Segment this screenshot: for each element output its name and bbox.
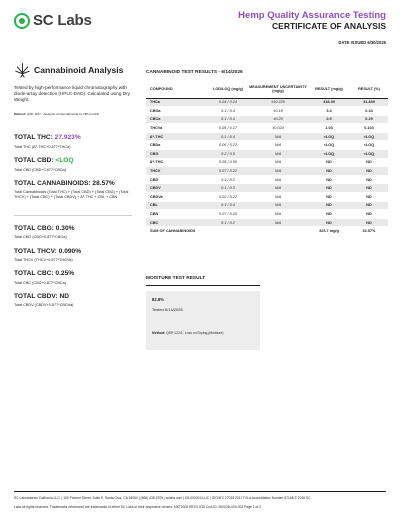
cell-result-mg: 2.9 — [308, 115, 350, 124]
cell-lod: 0.06 / 0.22 — [208, 141, 248, 150]
cannabis-leaf-icon — [14, 61, 31, 78]
cell-result-pct: 0.34 — [350, 107, 388, 116]
col-uncertainty: MEASUREMENT UNCERTAINTY (mg/g) — [248, 81, 308, 98]
cell-result-pct: ND — [350, 201, 388, 210]
cell-lod: 0.1 / 0.2 — [208, 218, 248, 227]
method-text: QSP 1157 - Analysis of Cannabinoids by HPLC-DAD — [26, 112, 100, 116]
cell-lod: 0.04 / 0.24 — [208, 98, 248, 107]
cell-uncertainty: N/A — [248, 210, 308, 219]
table-row — [146, 201, 388, 210]
moisture-value: 82.8% — [152, 297, 164, 302]
total-cbdv — [14, 293, 69, 300]
table-row — [146, 210, 388, 219]
cell-result-mg: ND — [308, 218, 350, 227]
total-thc-label: TOTAL THC: — [14, 134, 53, 141]
table-row — [146, 115, 388, 124]
table-row — [146, 132, 388, 141]
total-cbd-value: <LOQ — [55, 157, 74, 164]
moisture-date: Tested 6/14/2026 — [152, 307, 183, 312]
moisture-box — [146, 291, 260, 350]
total-cbg — [14, 225, 74, 232]
cell-compound: ∆⁸-THC — [146, 158, 208, 167]
total-cbd-formula: Total CBD (CBD+0.877*CBDa) — [14, 168, 67, 172]
moisture-method-label: Method: — [152, 331, 166, 335]
cell-lod: 0.1 / 0.4 — [208, 115, 248, 124]
sum-pct: 32.57% — [350, 227, 388, 236]
sum-result: 325.7 mg/g — [308, 227, 350, 236]
date-issued: DATE ISSUED 6/30/2026 — [338, 40, 386, 45]
cell-lod: 0.1 / 0.4 — [208, 107, 248, 116]
total-cannabinoids-label: TOTAL CANNABINOIDS: — [14, 180, 91, 187]
sum-row — [146, 227, 388, 236]
analysis-description: Tested by high-performance liquid chromatography with diode-array detection (HPLC-DAD). Calculated using Dry Weight. — [14, 85, 130, 102]
total-thcv-label: TOTAL THCV: — [14, 248, 57, 255]
cell-result-pct: 31.839 — [350, 98, 388, 107]
cell-compound: CBGa — [146, 107, 208, 116]
table-row — [146, 141, 388, 150]
cell-result-mg: ND — [308, 210, 350, 219]
sum-label: SUM OF CANNABINOIDS — [146, 227, 308, 236]
total-cbdv-value: ND — [59, 293, 69, 300]
results-body — [146, 98, 388, 227]
report-subtitle: CERTIFICATE OF ANALYSIS — [272, 21, 386, 31]
total-thcv — [14, 248, 81, 255]
table-row — [146, 98, 388, 107]
cell-uncertainty: ±0.20 — [248, 115, 308, 124]
cell-lod: 0.1 / 0.4 — [208, 132, 248, 141]
cell-result-pct: ND — [350, 158, 388, 167]
col-compound: COMPOUND — [146, 81, 208, 98]
cell-result-mg: <LOQ — [308, 132, 350, 141]
analysis-method — [14, 112, 99, 116]
method-label: Method: — [14, 112, 27, 116]
results-table — [146, 81, 388, 236]
total-cbdv-formula: Total CBDV (CBDV+0.877*CBDVa) — [14, 303, 74, 307]
sc-labs-logo-icon — [14, 13, 30, 29]
cell-uncertainty: N/A — [248, 218, 308, 227]
cell-result-mg: 1.03 — [308, 124, 350, 133]
cell-compound: ∆⁹-THC — [146, 132, 208, 141]
cell-compound: CBDa — [146, 141, 208, 150]
total-thc — [14, 134, 81, 141]
cell-uncertainty: N/A — [248, 167, 308, 176]
cell-compound: CBC — [146, 218, 208, 227]
total-cbdv-label: TOTAL CBDV: — [14, 293, 58, 300]
cell-uncertainty: ±0.18 — [248, 107, 308, 116]
table-row — [146, 107, 388, 116]
cell-result-mg: 3.4 — [308, 107, 350, 116]
divider — [14, 215, 132, 216]
cell-result-pct: <LOQ — [350, 141, 388, 150]
total-thcv-value: 0.090% — [58, 248, 82, 255]
cell-result-pct: <LOQ — [350, 150, 388, 159]
cell-result-pct: 0.103 — [350, 124, 388, 133]
total-cbc-formula: Total CBC (CBC+0.877*CBCa) — [14, 281, 67, 285]
col-lod: LOD/LOQ (mg/g) — [208, 81, 248, 98]
cell-lod: 0.05 / 0.17 — [208, 124, 248, 133]
cell-lod: 0.1 / 0.3 — [208, 184, 248, 193]
cell-lod: 0.1 / 0.2 — [208, 175, 248, 184]
moisture-divider — [146, 285, 260, 286]
footer-line-1: SC Laboratories California LLC. | 100 Pioneer Street, Suite E, Santa Cruz, CA 95060 | (866) 435-0709 | sclabs.com | C8-0000013-LIC | ISO/IEC 17025:2017 PJLA Accreditation Number 87168 © 2026 SC — [14, 496, 311, 500]
cell-uncertainty: N/A — [248, 193, 308, 202]
total-cbg-label: TOTAL CBG: — [14, 225, 54, 232]
cell-result-pct: ND — [350, 218, 388, 227]
cell-lod: 0.07 / 0.21 — [208, 167, 248, 176]
cell-uncertainty: N/A — [248, 201, 308, 210]
cell-lod: 0.1 / 0.4 — [208, 201, 248, 210]
total-cbc-value: 0.25% — [55, 270, 75, 277]
section-title: Cannabinoid Analysis — [34, 65, 124, 75]
total-cannabinoids-value: 28.57% — [92, 180, 115, 187]
table-row — [146, 167, 388, 176]
cell-result-pct: ND — [350, 175, 388, 184]
cell-compound: CBDV — [146, 184, 208, 193]
cell-compound: THCV — [146, 167, 208, 176]
cell-lod: 0.05 / 0.50 — [208, 158, 248, 167]
total-cannabinoids — [14, 180, 115, 187]
cell-compound: CBD — [146, 175, 208, 184]
total-cbc-label: TOTAL CBC: — [14, 270, 54, 277]
table-row — [146, 150, 388, 159]
total-thcv-formula: Total THCV (THCV+0.877*THCVa) — [14, 258, 73, 262]
cell-result-mg: ND — [308, 184, 350, 193]
cell-uncertainty: N/A — [248, 132, 308, 141]
cell-result-mg: ND — [308, 175, 350, 184]
total-cbg-formula: Total CBG (CBG+0.877*CBGa) — [14, 235, 67, 239]
total-cbd-label: TOTAL CBD: — [14, 157, 54, 164]
table-row — [146, 218, 388, 227]
table-row — [146, 175, 388, 184]
logo-text: SC Labs — [33, 12, 92, 29]
cell-uncertainty: N/A — [248, 141, 308, 150]
cell-lod: 0.2 / 0.5 — [208, 150, 248, 159]
total-thc-formula: Total THC (∆⁹-THC+0.877*THCa) — [14, 145, 71, 149]
cell-lod: 0.02 / 0.22 — [208, 193, 248, 202]
table-row — [146, 184, 388, 193]
cell-uncertainty: N/A — [248, 150, 308, 159]
moisture-method-text: QSP 1224 - Loss on Drying (Moisture) — [166, 331, 224, 335]
table-row — [146, 193, 388, 202]
moisture-method — [152, 331, 252, 336]
cell-result-pct: 0.29 — [350, 115, 388, 124]
table-row — [146, 124, 388, 133]
cell-result-mg: ND — [308, 193, 350, 202]
table-header-row — [146, 81, 388, 98]
cell-result-mg: ND — [308, 201, 350, 210]
total-cbc — [14, 270, 74, 277]
sc-labs-logo — [14, 12, 92, 29]
cell-result-pct: ND — [350, 210, 388, 219]
cell-uncertainty: ±10.220 — [248, 98, 308, 107]
cell-compound: CBG — [146, 150, 208, 159]
total-cannabinoids-formula: Total Cannabinoids (Total THC) + (Total CBD) + (Total CBG) + (Total THCV) + (Total CBC) + (Total CBDV) + ∆⁸-THC + CBL + CBN — [14, 190, 129, 199]
report-title: Hemp Quality Assurance Testing — [238, 10, 386, 21]
cell-result-pct: <LOQ — [350, 132, 388, 141]
col-result-pct: RESULT (%) — [350, 81, 388, 98]
footer-line-2: Labs all rights reserved. Trademarks referenced are trademarks of either SC Labs or their respective owners. MKT0002 REV3 2/20 CoA ID: 250224L009-002 Page 2 of 2 — [14, 505, 262, 509]
results-title: CANNABINOID TEST RESULTS - 6/14/2026 — [146, 70, 243, 75]
cell-compound: THCVa — [146, 124, 208, 133]
cell-result-pct: ND — [350, 193, 388, 202]
cell-result-mg: ND — [308, 158, 350, 167]
table-row — [146, 158, 388, 167]
cell-compound: CBN — [146, 210, 208, 219]
total-thc-value: 27.923% — [54, 134, 81, 141]
cell-uncertainty: N/A — [248, 175, 308, 184]
cell-lod: 0.07 / 0.20 — [208, 210, 248, 219]
footer-divider — [14, 491, 386, 492]
cell-compound: THCa — [146, 98, 208, 107]
cell-uncertainty: N/A — [248, 158, 308, 167]
col-result-mg: RESULT (mg/g) — [308, 81, 350, 98]
total-cbg-value: 0.30% — [55, 225, 75, 232]
cell-result-mg: <LOQ — [308, 141, 350, 150]
cell-uncertainty: N/A — [248, 184, 308, 193]
cell-compound: CBCa — [146, 115, 208, 124]
moisture-title: MOISTURE TEST RESULT — [146, 276, 206, 281]
cell-result-mg: ND — [308, 167, 350, 176]
cell-compound: CBL — [146, 201, 208, 210]
cell-compound: CBDVa — [146, 193, 208, 202]
cell-result-pct: ND — [350, 167, 388, 176]
cell-result-pct: ND — [350, 184, 388, 193]
cell-result-mg: <LOQ — [308, 150, 350, 159]
cell-result-mg: 318.39 — [308, 98, 350, 107]
total-cbd — [14, 157, 74, 164]
cell-uncertainty: ±0.024 — [248, 124, 308, 133]
